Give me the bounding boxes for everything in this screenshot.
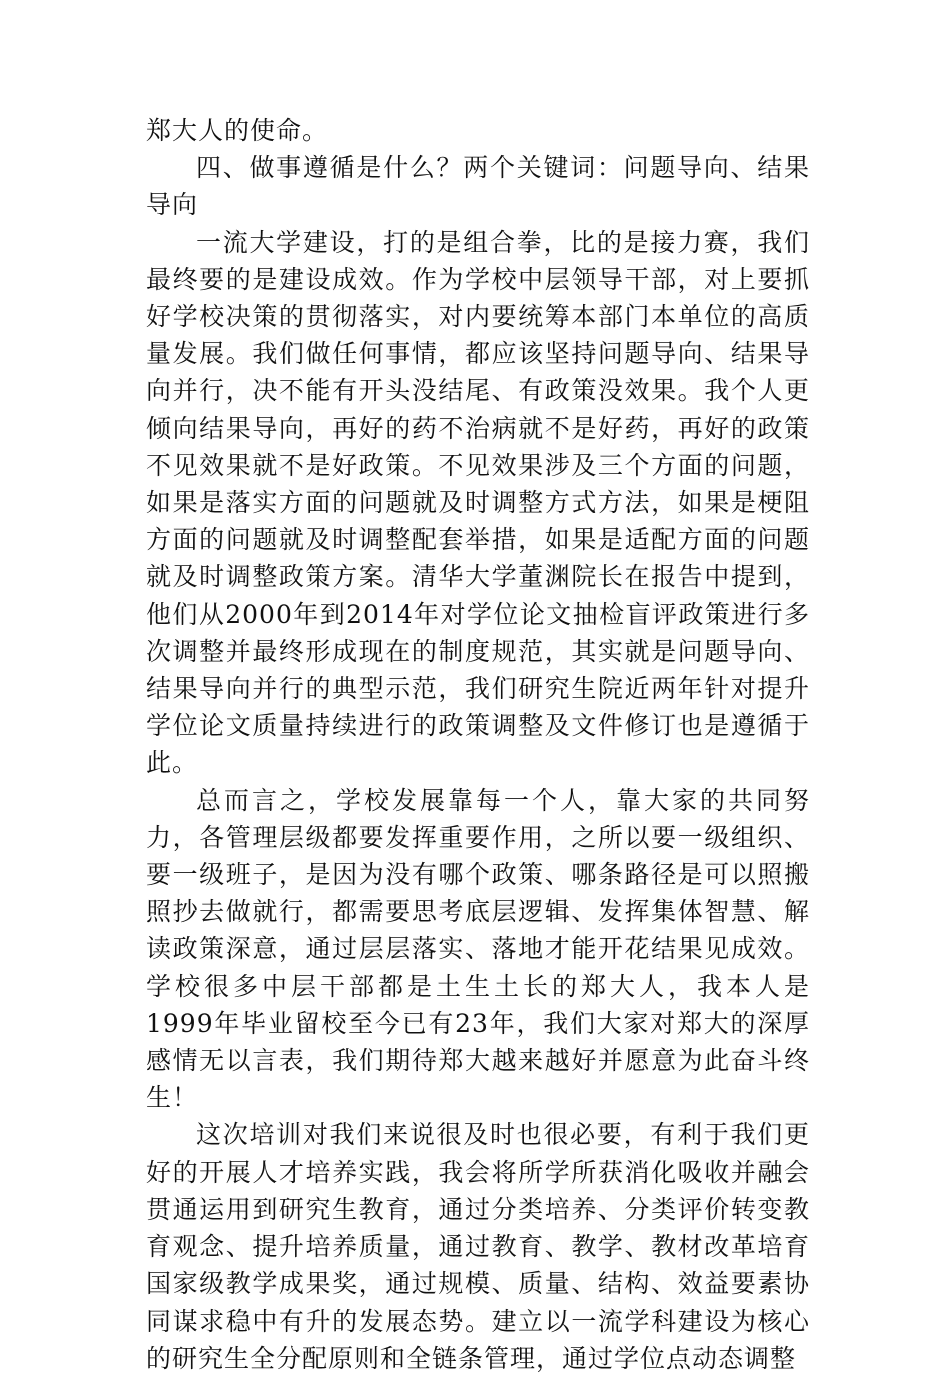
paragraph-continuation: 郑大人的使命。 — [146, 116, 329, 145]
paragraph-training-reflection: 这次培训对我们来说很及时也很必要，有利于我们更好的开展人才培养实践，我会将所学所获消化吸收并融会贯通运用到研究生教育，通过分类培养、分类评价转变教育观念、提升培养质量，通过教育、教学、教材改革培育国家级教学成果奖，通过规模、质量、结构、效益要素协同谋求稳中有升的发展态势。建立以一流学科建设为核心的研究生全分配原则和全链条管理，通过学位点动态调整 — [146, 1120, 810, 1373]
paragraph-summary: 总而言之，学校发展靠每一个人，靠大家的共同努力，各管理层级都要发挥重要作用，之所以要一级组织、要一级班子，是因为没有哪个政策、哪条路径是可以照搬照抄去做就行，都需要思考底层逻辑、发挥集体智慧、解读政策深意，通过层层落实、落地才能开花结果见成效。学校很多中层干部都是土生土长的郑大人，我本人是1999年毕业留校至今已有23年，我们大家对郑大的深厚感情无以言表，我们期待郑大越来越好并愿意为此奋斗终生！ — [146, 785, 810, 1113]
section-heading: 四、做事遵循是什么？两个关键词：问题导向、结果导向 — [146, 153, 810, 220]
document-body — [146, 112, 810, 1377]
paragraph-results-orientation: 一流大学建设，打的是组合拳，比的是接力赛，我们最终要的是建设成效。作为学校中层领导干部，对上要抓好学校决策的贯彻落实，对内要统筹本部门本单位的高质量发展。我们做任何事情，都应该坚持问题导向、结果导向并行，决不能有开头没结尾、有政策没效果。我个人更倾向结果导向，再好的药不治病就不是好药，再好的政策不见效果就不是好政策。不见效果涉及三个方面的问题，如果是落实方面的问题就及时调整方式方法，如果是梗阻方面的问题就及时调整配套举措，如果是适配方面的问题就及时调整政策方案。清华大学董渊院长在报告中提到，他们从2000年到2014年对学位论文抽检盲评政策进行多次调整并最终形成现在的制度规范，其实就是问题导向、结果导向并行的典型示范，我们研究生院近两年针对提升学位论文质量持续进行的政策调整及文件修订也是遵循于此。 — [146, 227, 810, 778]
